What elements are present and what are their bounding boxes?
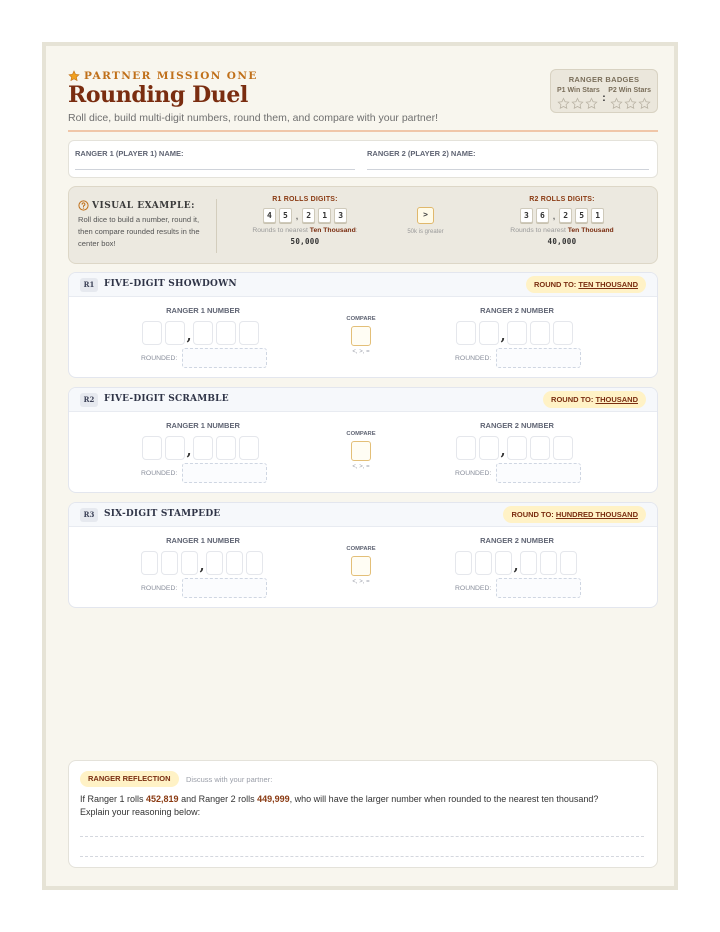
ranger2-number-label: RANGER 2 NUMBER — [480, 421, 554, 430]
header-divider — [68, 130, 658, 132]
digit-box[interactable] — [193, 321, 213, 345]
question-text: Explain your reasoning below: — [80, 807, 201, 817]
round-target-prefix: ROUND TO: — [511, 510, 554, 519]
reflection-hint: Discuss with your partner: — [186, 775, 273, 784]
example-r1-digits — [237, 207, 373, 223]
rounding-prefix: Rounds to nearest — [510, 227, 566, 234]
page-subtitle: Roll dice, build multi-digit numbers, round them, and compare with your partner! — [68, 112, 439, 124]
digit-box[interactable] — [530, 321, 550, 345]
digit-box[interactable] — [181, 551, 198, 575]
star-outline-icon[interactable] — [585, 97, 598, 110]
ranger1-digits — [142, 321, 259, 345]
ranger1-name-label: RANGER 1 (PLAYER 1) NAME: — [75, 149, 184, 158]
ranger1-digits — [141, 551, 263, 575]
digit-box[interactable] — [165, 436, 185, 460]
round-tag: R1 — [80, 278, 98, 292]
round-target-badge — [503, 506, 646, 523]
example-digit: 1 — [591, 208, 604, 223]
example-digit: 1 — [318, 208, 331, 223]
visual-example — [68, 186, 658, 264]
mission-line — [68, 70, 258, 82]
digit-box[interactable] — [560, 551, 577, 575]
example-digit: 2 — [302, 208, 315, 223]
question-text: , who will have the larger number when rounded to the nearest ten thousand? — [289, 794, 599, 804]
ranger-badges — [550, 69, 658, 113]
p1-win-stars-label: P1 Win Stars — [557, 87, 600, 94]
ranger1-rounded-field[interactable] — [182, 578, 267, 598]
digit-box[interactable] — [507, 436, 527, 460]
round-3 — [68, 502, 658, 608]
example-comma: , — [295, 212, 299, 221]
round-2 — [68, 387, 658, 493]
comma: , — [500, 328, 506, 344]
round-target-prefix: ROUND TO: — [551, 395, 594, 404]
example-title-row — [78, 200, 195, 211]
ranger1-number-label: RANGER 1 NUMBER — [166, 421, 240, 430]
names-panel — [68, 140, 658, 178]
compare-box[interactable] — [351, 441, 371, 461]
compare-box[interactable] — [351, 556, 371, 576]
round-title: SIX-DIGIT STAMPEDE — [104, 509, 221, 519]
digit-box[interactable] — [246, 551, 263, 575]
round-header — [69, 273, 657, 297]
ranger1-number-label: RANGER 1 NUMBER — [166, 306, 240, 315]
digit-box[interactable] — [520, 551, 537, 575]
example-r2 — [494, 196, 630, 246]
ranger2-number-label: RANGER 2 NUMBER — [480, 306, 554, 315]
round-header — [69, 503, 657, 527]
header — [68, 70, 658, 130]
comma: , — [186, 328, 192, 344]
star-outline-icon[interactable] — [624, 97, 637, 110]
round-target-value: THOUSAND — [595, 395, 638, 404]
digit-box[interactable] — [507, 321, 527, 345]
round-1 — [68, 272, 658, 378]
ranger1-rounded-field[interactable] — [182, 348, 267, 368]
example-digit: 4 — [263, 208, 276, 223]
ranger2-digits — [455, 551, 577, 575]
rounding-suffix: : — [355, 227, 358, 234]
example-r2-rounding — [494, 227, 630, 234]
question-number: 449,999 — [257, 794, 290, 804]
worksheet — [42, 42, 678, 890]
round-tag: R3 — [80, 508, 98, 522]
digit-box[interactable] — [540, 551, 557, 575]
example-description: Roll dice to build a number, round it, then compare rounded results in the center box! — [78, 215, 200, 248]
comma: , — [500, 443, 506, 459]
rounded-label: ROUNDED: — [141, 355, 178, 362]
mission-label: PARTNER MISSION ONE — [84, 70, 258, 82]
digit-box[interactable] — [456, 436, 476, 460]
comma: , — [513, 558, 519, 574]
question-number: 452,819 — [146, 794, 179, 804]
example-r2-label: R2 ROLLS DIGITS: — [529, 196, 595, 203]
round-target-badge — [526, 276, 646, 293]
example-r1 — [237, 196, 373, 246]
example-digit: 5 — [279, 208, 292, 223]
compare-label: COMPARE — [346, 431, 376, 437]
ranger2-name-label: RANGER 2 (PLAYER 2) NAME: — [367, 149, 476, 158]
example-digit: 3 — [334, 208, 347, 223]
digit-box[interactable] — [161, 551, 178, 575]
digit-box[interactable] — [206, 551, 223, 575]
compare-label: COMPARE — [346, 316, 376, 322]
example-comma: , — [552, 212, 556, 221]
example-compare-note: 50k is greater — [407, 229, 444, 235]
reflection-tag: RANGER REFLECTION — [80, 771, 179, 787]
digit-box[interactable] — [479, 436, 499, 460]
digit-box[interactable] — [239, 436, 259, 460]
example-r2-value: 40,000 — [547, 237, 577, 246]
star-outline-icon[interactable] — [610, 97, 623, 110]
p2-win-stars-label: P2 Win Stars — [608, 87, 651, 94]
star-outline-icon[interactable] — [571, 97, 584, 110]
star-icon — [68, 70, 80, 82]
rounded-label: ROUNDED: — [455, 355, 492, 362]
digit-box[interactable] — [479, 321, 499, 345]
p2-stars — [610, 97, 651, 110]
question-icon — [78, 200, 89, 211]
ranger2-name-field[interactable] — [367, 169, 649, 170]
example-r1-value: 50,000 — [290, 237, 320, 246]
example-compare-box: > — [417, 207, 434, 224]
rounded-label: ROUNDED: — [455, 585, 492, 592]
question-text: and Ranger 2 rolls — [178, 794, 258, 804]
question-text: If Ranger 1 rolls — [80, 794, 147, 804]
rounded-label: ROUNDED: — [141, 585, 178, 592]
ranger2-digits — [456, 321, 573, 345]
round-target-value: TEN THOUSAND — [578, 280, 638, 289]
round-target-badge — [543, 391, 646, 408]
example-title: VISUAL EXAMPLE: — [92, 200, 195, 211]
example-r1-rounding — [237, 227, 373, 234]
ranger2-rounded-field[interactable] — [496, 348, 581, 368]
comma: , — [186, 443, 192, 459]
comma: , — [199, 558, 205, 574]
rounding-target: Ten Thousand — [309, 227, 356, 234]
rounded-label: ROUNDED: — [141, 470, 178, 477]
ranger1-name-field[interactable] — [75, 169, 355, 170]
compare-hint: <, >, = — [352, 464, 370, 470]
ranger-reflection — [68, 760, 658, 868]
digit-box[interactable] — [455, 551, 472, 575]
page-title: Rounding Duel — [68, 82, 248, 108]
digit-box[interactable] — [216, 321, 236, 345]
example-digit: 5 — [575, 208, 588, 223]
round-title: FIVE-DIGIT SHOWDOWN — [104, 279, 237, 289]
badges-title: RANGER BADGES — [568, 75, 640, 84]
ranger1-digits — [142, 436, 259, 460]
round-target-prefix: ROUND TO: — [533, 280, 577, 289]
p1-stars — [557, 97, 598, 110]
rounded-label: ROUNDED: — [455, 470, 492, 477]
digit-box[interactable] — [142, 436, 162, 460]
star-outline-icon[interactable] — [638, 97, 651, 110]
digit-box[interactable] — [553, 436, 573, 460]
compare-label: COMPARE — [346, 546, 376, 552]
digit-box[interactable] — [530, 436, 550, 460]
ranger2-rounded-field[interactable] — [496, 578, 581, 598]
digit-box[interactable] — [142, 321, 162, 345]
round-header — [69, 388, 657, 412]
answer-line[interactable] — [80, 856, 644, 857]
rounding-prefix: Rounds to nearest — [252, 227, 308, 234]
reflection-question — [80, 793, 650, 819]
ranger2-digits — [456, 436, 573, 460]
ranger1-rounded-field[interactable] — [182, 463, 267, 483]
digit-box[interactable] — [495, 551, 512, 575]
digit-box[interactable] — [553, 321, 573, 345]
example-divider — [216, 199, 217, 253]
round-title: FIVE-DIGIT SCRAMBLE — [104, 394, 229, 404]
compare-hint: <, >, = — [352, 349, 370, 355]
example-digit: 6 — [536, 208, 549, 223]
answer-line[interactable] — [80, 836, 644, 837]
example-r2-digits — [494, 207, 630, 223]
digit-box[interactable] — [216, 436, 236, 460]
example-digit: 2 — [559, 208, 572, 223]
example-r1-label: R1 ROLLS DIGITS: — [272, 196, 338, 203]
digit-box[interactable] — [239, 321, 259, 345]
ranger2-number-label: RANGER 2 NUMBER — [480, 536, 554, 545]
rounding-target: Ten Thousand — [567, 227, 614, 234]
round-tag: R2 — [80, 393, 98, 407]
compare-box[interactable] — [351, 326, 371, 346]
compare-hint: <, >, = — [352, 579, 370, 585]
digit-box[interactable] — [456, 321, 476, 345]
digit-box[interactable] — [475, 551, 492, 575]
example-digit: 3 — [520, 208, 533, 223]
digit-box[interactable] — [165, 321, 185, 345]
digit-box[interactable] — [226, 551, 243, 575]
ranger2-rounded-field[interactable] — [496, 463, 581, 483]
digit-box[interactable] — [193, 436, 213, 460]
digit-box[interactable] — [141, 551, 158, 575]
round-target-value: HUNDRED THOUSAND — [555, 510, 638, 519]
badges-separator: : — [602, 92, 606, 104]
star-outline-icon[interactable] — [557, 97, 570, 110]
ranger1-number-label: RANGER 1 NUMBER — [166, 536, 240, 545]
